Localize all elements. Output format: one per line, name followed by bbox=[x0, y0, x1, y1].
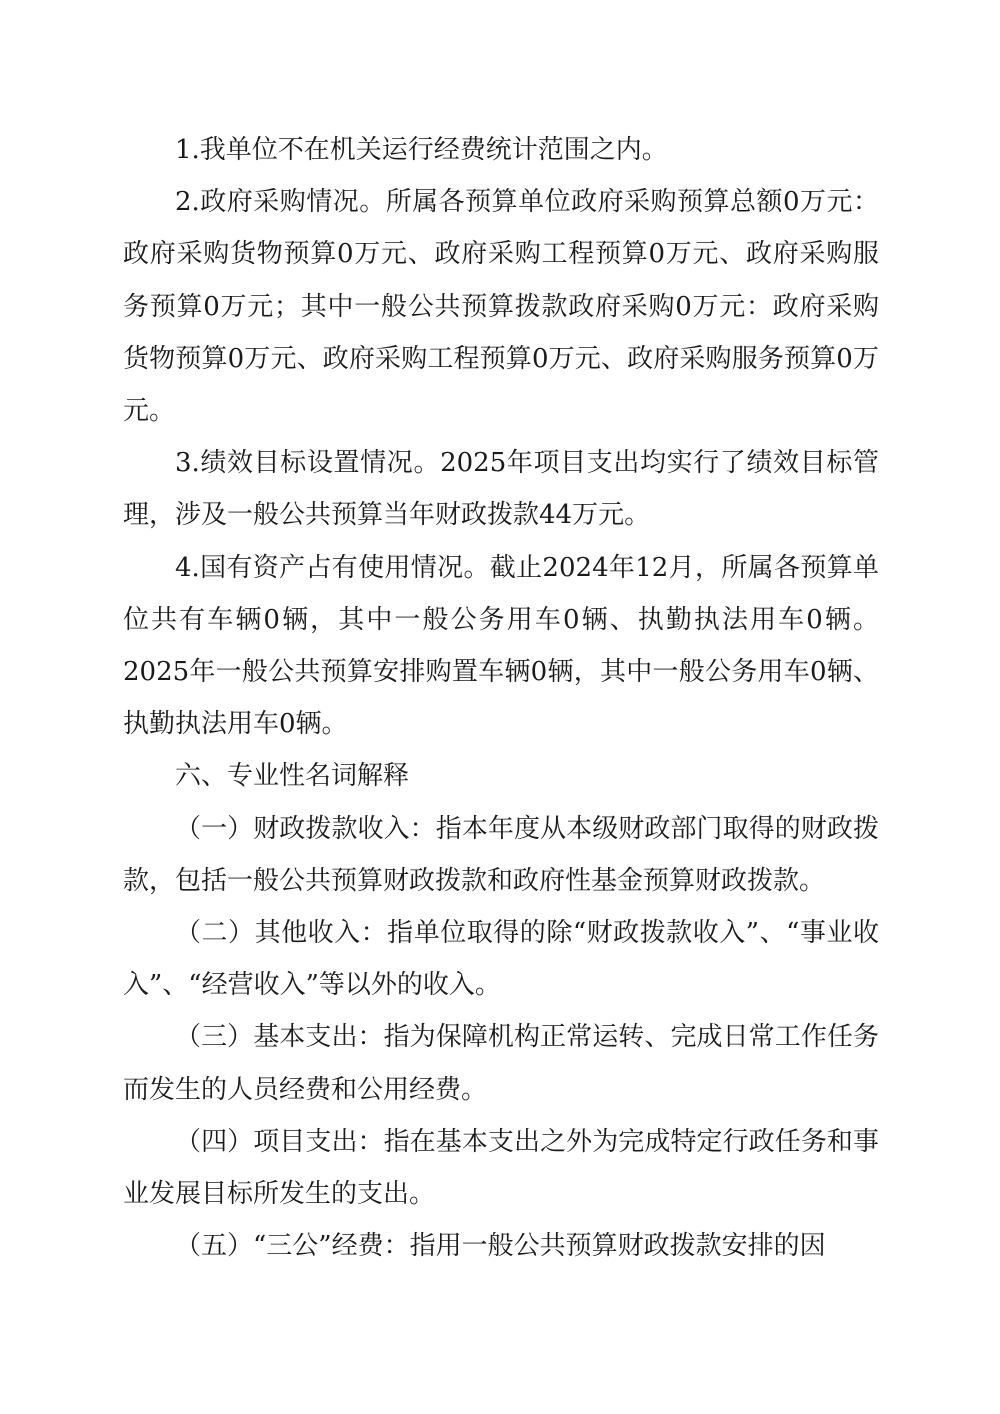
paragraph-term-three-public-expenses: （五）“三公”经费：指用一般公共预算财政拨款安排的因 bbox=[175, 1231, 826, 1262]
paragraph-state-assets: 4.国有资产占有使用情况。截止2024年12月，所属各预算单位共有车辆0辆，其中一般公务用车0辆、执勤执法用车0辆。2025年一般公共预算安排购置车辆0辆，其中一般公务用车0辆、执勤执法用车0辆。 bbox=[123, 552, 879, 740]
paragraph-performance-targets: 3.绩效目标设置情况。2025年项目支出均实行了绩效目标管理，涉及一般公共预算当年财政拨款44万元。 bbox=[123, 448, 879, 531]
document-body bbox=[123, 124, 879, 1272]
paragraph-term-other-income: （二）其他收入：指单位取得的除“财政拨款收入”、“事业收入”、“经营收入”等以外的收入。 bbox=[123, 918, 879, 1001]
paragraph-term-fiscal-appropriation: （一）财政拨款收入：指本年度从本级财政部门取得的财政拨款，包括一般公共预算财政拨款和政府性基金预算财政拨款。 bbox=[123, 813, 879, 896]
paragraph-term-basic-expenditure: （三）基本支出：指为保障机构正常运转、完成日常工作任务而发生的人员经费和公用经费。 bbox=[123, 1022, 879, 1105]
paragraph-government-procurement: 2.政府采购情况。所属各预算单位政府采购预算总额0万元：政府采购货物预算0万元、政府采购工程预算0万元、政府采购服务预算0万元；其中一般公共预算拨款政府采购0万元：政府采购货物预算0万元、政府采购工程预算0万元、政府采购服务预算0万元。 bbox=[123, 187, 879, 427]
paragraph-term-project-expenditure: （四）项目支出：指在基本支出之外为完成特定行政任务和事业发展目标所发生的支出。 bbox=[123, 1126, 879, 1210]
section-heading-terminology: 六、专业性名词解释 bbox=[175, 761, 410, 792]
paragraph-office-expenses: 1.我单位不在机关运行经费统计范围之内。 bbox=[175, 135, 668, 165]
